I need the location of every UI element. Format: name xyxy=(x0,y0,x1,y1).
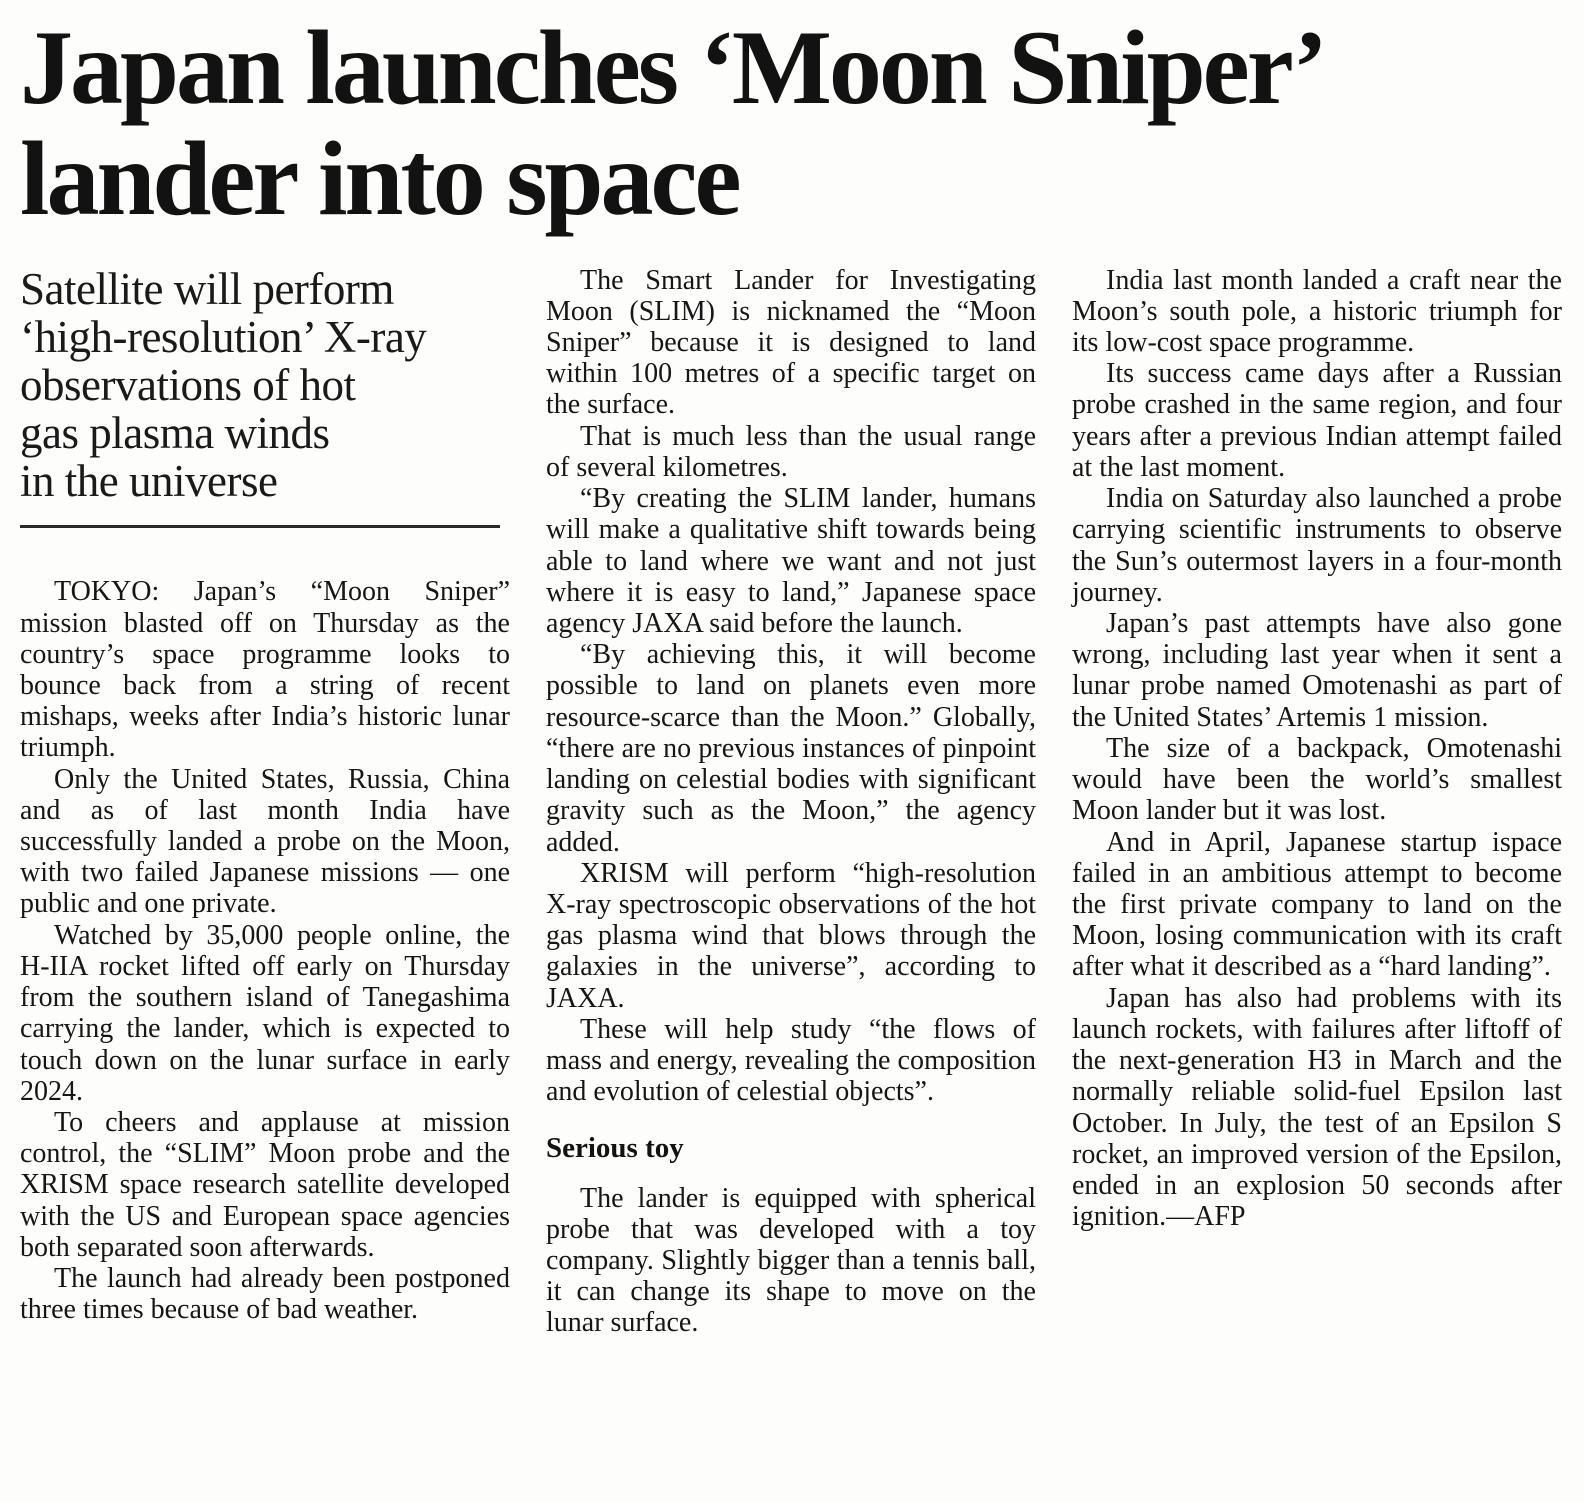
column-1 xyxy=(20,265,510,1339)
body-paragraph: Japan’s past attempts have also gone wrong, including last year when it sent a lunar probe named Omotenashi as part of the United States’ Artemis 1 mission. xyxy=(1072,608,1562,733)
crosshead-serious-toy: Serious toy xyxy=(546,1131,684,1164)
body-paragraph: The launch had already been postponed three times because of bad weather. xyxy=(20,1263,510,1326)
column-3 xyxy=(1072,265,1562,1339)
article-columns xyxy=(20,265,1562,1339)
body-paragraph: TOKYO: Japan’s “Moon Sniper” mission blasted off on Thursday as the country’s space programme looks to bounce back from a string of recent mishaps, weeks after India’s historic lunar triumph. xyxy=(20,576,510,764)
body-paragraph: And in April, Japanese startup ispace failed in an ambitious attempt to become the first private company to land on the Moon, losing communication with its craft after what it described as a “hard landing”. xyxy=(1072,826,1562,983)
body-paragraph: “By achieving this, it will become possible to land on planets even more resource-scarce than the Moon.” Globally, “there are no previous instances of pinpoint landing on celestial bodies with significant gravity such as the Moon,” the agency added. xyxy=(546,639,1036,858)
body-paragraph: Only the United States, Russia, China and as of last month India have successfully landed a probe on the Moon, with two failed Japanese missions — one public and one private. xyxy=(20,763,510,920)
body-paragraph-with-credit: Japan has also had problems with its launch rockets, with failures after liftoff of the next-generation H3 in March and the normally reliable solid-fuel Epsilon last October. In July, the test of an Epsilon S rocket, an improved version of the Epsilon, ended in an explosion 50 seconds after ignition.—AFP xyxy=(1072,982,1562,1233)
body-paragraph: Watched by 35,000 people online, the H-IIA rocket lifted off early on Thursday from the southern island of Tanegashima carrying the lander, which is expected to touch down on the lunar surface in early 2024. xyxy=(20,919,510,1107)
column-1-body xyxy=(20,576,510,1325)
body-paragraph: The size of a backpack, Omotenashi would have been the world’s smallest Moon lander but it was lost. xyxy=(1072,732,1562,827)
body-paragraph: The Smart Lander for Investigating Moon (SLIM) is nicknamed the “Moon Sniper” because it is designed to land within 100 metres of a specific target on the surface. xyxy=(546,264,1036,421)
standfirst-divider-rule xyxy=(20,525,500,528)
body-paragraph: XRISM will perform “high-resolution X-ray spectroscopic observations of the hot gas plasma wind that blows through the galaxies in the universe”, according to JAXA. xyxy=(546,857,1036,1014)
body-paragraph: Its success came days after a Russian probe crashed in the same region, and four years after a previous Indian attempt failed at the last moment. xyxy=(1072,358,1562,483)
body-paragraph: That is much less than the usual range of several kilometres. xyxy=(546,420,1036,483)
standfirst: Satellite will perform ‘high-resolution’ X-ray observations of hot gas plasma winds in the universe xyxy=(20,263,427,507)
body-paragraph: “By creating the SLIM lander, humans will make a qualitative shift towards being able to land where we want and not just where it is easy to land,” Japanese space agency JAXA said before the launch. xyxy=(546,483,1036,639)
body-paragraph: These will help study “the flows of mass and energy, revealing the composition and evolution of celestial objects”. xyxy=(546,1013,1036,1108)
column-3-body xyxy=(1072,265,1562,1233)
column-2-body xyxy=(546,265,1036,1339)
body-paragraph: The lander is equipped with spherical probe that was developed with a toy company. Slightly bigger than a tennis ball, it can change its shape to move on the lunar surface. xyxy=(546,1182,1036,1339)
body-paragraph: India last month landed a craft near the Moon’s south pole, a historic triumph for its low-cost space programme. xyxy=(1072,264,1562,359)
body-paragraph: To cheers and applause at mission control, the “SLIM” Moon probe and the XRISM space research satellite developed with the US and European space agencies both separated soon afterwards. xyxy=(20,1107,510,1263)
body-paragraph: India on Saturday also launched a probe carrying scientific instruments to observe the Sun’s outermost layers in a four-month journey. xyxy=(1072,483,1562,608)
article-headline: Japan launches ‘Moon Sniper’ lander into space xyxy=(20,9,1325,238)
column-2 xyxy=(546,265,1036,1339)
